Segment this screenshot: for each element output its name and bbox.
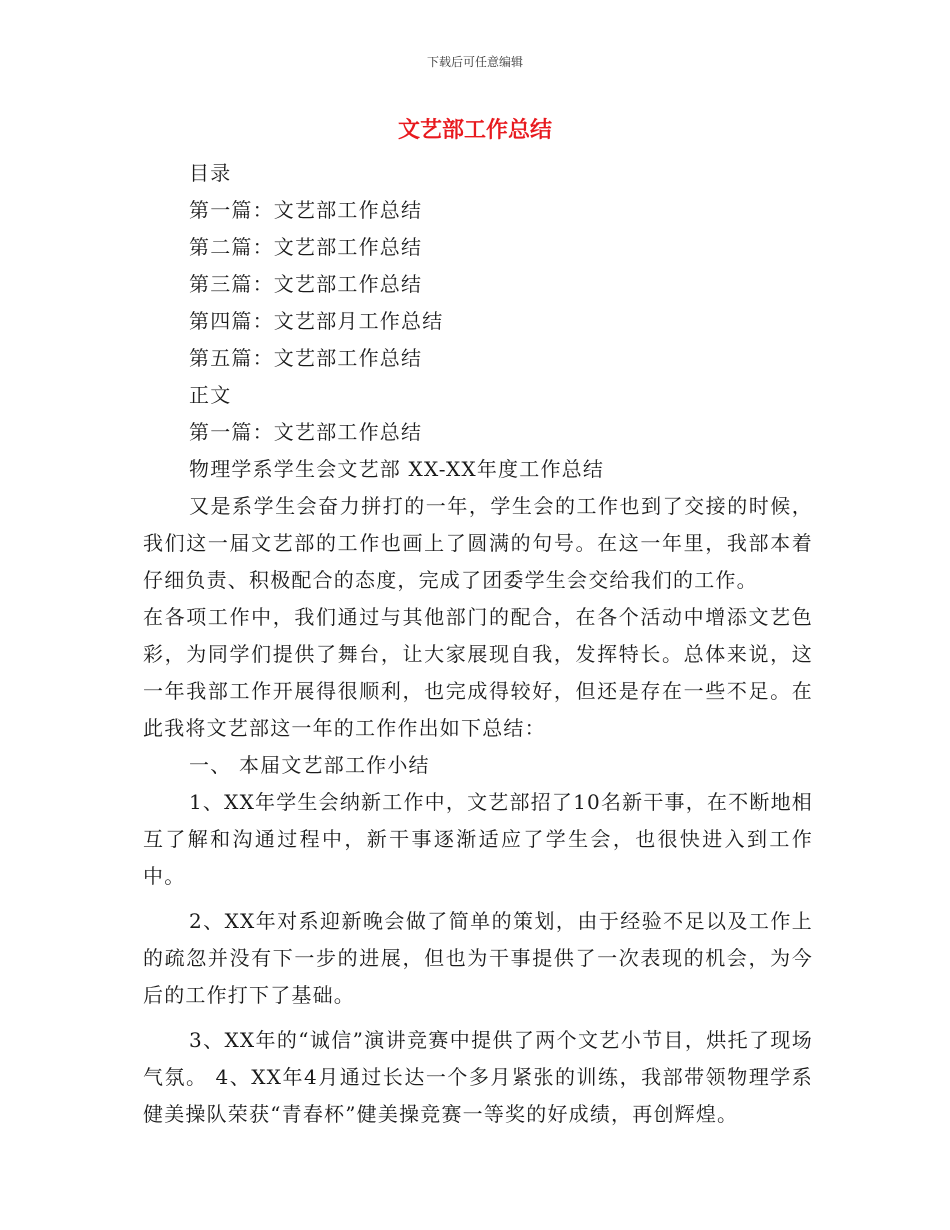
toc-label: 目录: [189, 161, 232, 185]
list-item: 3、XX年的“诚信”演讲竞赛中提供了两个文艺小节目，烘托了现场气氛。 4、XX年4月通过长达一个多月紧张的训练，我部带领物理学系健美操队荣获“青春杯”健美操竞赛一等奖的好成绩，再创辉煌。: [143, 1028, 813, 1126]
report-subtitle: 物理学系学生会文艺部 XX-XX年度工作总结: [189, 457, 605, 481]
toc-item: 第五篇：文艺部工作总结: [189, 346, 423, 370]
part-heading: 第一篇：文艺部工作总结: [189, 420, 423, 444]
header-note: 下载后可任意编辑: [426, 55, 523, 69]
toc-item: 第二篇：文艺部工作总结: [189, 235, 423, 259]
toc-item: 第三篇：文艺部工作总结: [189, 272, 423, 296]
list-item: 1、XX年学生会纳新工作中，文艺部招了10名新干事，在不断地相互了解和沟通过程中，新干事逐渐适应了学生会，也很快进入到工作中。: [143, 790, 813, 888]
section-heading: 一、 本届文艺部工作小结: [189, 753, 430, 777]
intro-paragraph: 又是系学生会奋力拼打的一年，学生会的工作也到了交接的时候，我们这一届文艺部的工作也画上了圆满的句号。在这一年里，我部本着仔细负责、积极配合的态度，完成了团委学生会交给我们的工作。: [143, 494, 813, 592]
toc-item: 第一篇：文艺部工作总结: [189, 198, 423, 222]
body-label: 正文: [189, 383, 232, 407]
document-body: [143, 155, 813, 1133]
list-item: 2、XX年对系迎新晚会做了简单的策划，由于经验不足以及工作上的疏忽并没有下一步的进展，但也为干事提供了一次表现的机会，为今后的工作打下了基础。: [143, 909, 813, 1007]
toc-item: 第四篇：文艺部月工作总结: [189, 309, 444, 333]
document-title: 文艺部工作总结: [397, 118, 552, 143]
intro-paragraph: 在各项工作中，我们通过与其他部门的配合，在各个活动中增添文艺色彩，为同学们提供了舞台，让大家展现自我，发挥特长。总体来说，这一年我部工作开展得很顺利，也完成得较好，但还是存在一些不足。在此我将文艺部这一年的工作作出如下总结：: [143, 605, 813, 740]
